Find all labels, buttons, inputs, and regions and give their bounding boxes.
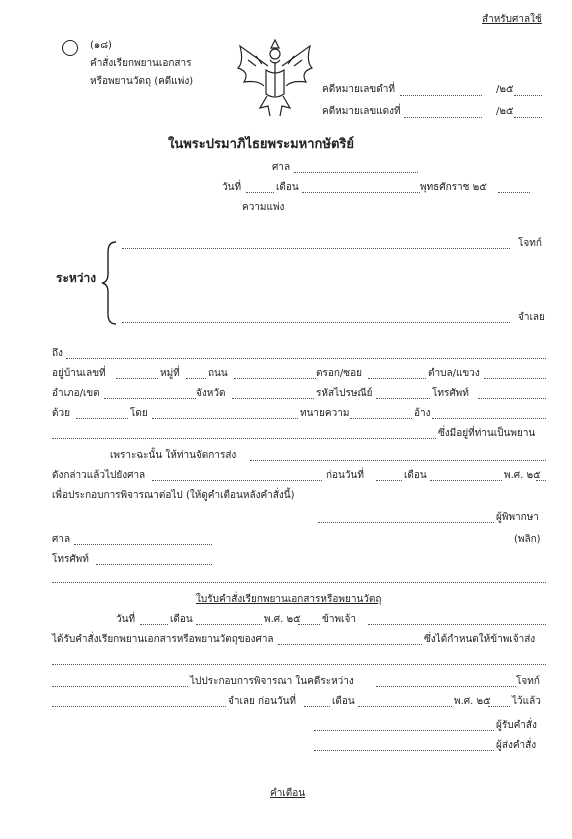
by-line[interactable] bbox=[152, 418, 298, 419]
plaintiff-line[interactable] bbox=[122, 248, 510, 249]
receipt-plaintiff-line[interactable] bbox=[376, 686, 516, 687]
receipt-month-line[interactable] bbox=[196, 624, 262, 625]
before-day-line[interactable] bbox=[376, 480, 402, 481]
phone-line[interactable] bbox=[478, 398, 546, 399]
judge-line[interactable] bbox=[318, 522, 494, 523]
form-number: (๑๘) bbox=[90, 40, 112, 51]
receipt-defendant-line[interactable] bbox=[52, 706, 226, 707]
receipt-day-line[interactable] bbox=[140, 624, 168, 625]
sender-line[interactable] bbox=[314, 750, 494, 751]
month-line[interactable] bbox=[430, 480, 502, 481]
province-line[interactable] bbox=[232, 398, 314, 399]
select-circle[interactable] bbox=[62, 40, 78, 56]
receipt-court-line[interactable] bbox=[278, 644, 422, 645]
receipt-items-line[interactable] bbox=[52, 664, 546, 665]
holder-line[interactable] bbox=[52, 438, 436, 439]
court2-line[interactable] bbox=[74, 544, 212, 545]
royal-title: ในพระปรมาภิไธยพระมหากษัตริย์ bbox=[168, 137, 354, 152]
defendant-line[interactable] bbox=[122, 322, 510, 323]
court-label: ศาล bbox=[272, 162, 291, 173]
road-line[interactable] bbox=[234, 378, 316, 379]
between-label: ระหว่าง bbox=[56, 271, 97, 285]
receiver-line[interactable] bbox=[314, 730, 494, 731]
warning-heading: คำเตือน bbox=[270, 788, 306, 799]
form-title-line2: หรือพยานวัตถุ (คดีแพ่ง) bbox=[90, 76, 194, 87]
send-items-line[interactable] bbox=[250, 460, 546, 461]
receipt-items-line2[interactable] bbox=[52, 686, 188, 687]
black-case-label: คดีหมายเลขดำที่ bbox=[322, 84, 395, 95]
receipt-year-line[interactable] bbox=[298, 624, 320, 625]
garuda-emblem-icon bbox=[234, 36, 316, 120]
amphoe-line[interactable] bbox=[104, 398, 196, 399]
postal-line[interactable] bbox=[376, 398, 430, 399]
to-line[interactable] bbox=[66, 358, 546, 359]
phone2-line[interactable] bbox=[96, 564, 212, 565]
court-use-label: สำหรับศาลใช้ bbox=[482, 14, 542, 25]
turn-page-label: (พลิก) bbox=[514, 534, 541, 545]
year-line[interactable] bbox=[536, 480, 546, 481]
by-via-line[interactable] bbox=[76, 418, 128, 419]
receipt-before-month-line[interactable] bbox=[358, 706, 452, 707]
house-no-line[interactable] bbox=[116, 378, 158, 379]
lawyer-line[interactable] bbox=[350, 418, 412, 419]
brace-icon bbox=[100, 240, 118, 326]
case-type: ความแพ่ง bbox=[242, 202, 285, 213]
claim-line[interactable] bbox=[432, 418, 546, 419]
receipt-name-line[interactable] bbox=[368, 624, 546, 625]
moo-line[interactable] bbox=[186, 378, 206, 379]
red-case-label: คดีหมายเลขแดงที่ bbox=[322, 106, 401, 117]
tambon-line[interactable] bbox=[484, 378, 546, 379]
receipt-before-day-line[interactable] bbox=[304, 706, 330, 707]
soi-line[interactable] bbox=[368, 378, 426, 379]
receipt-before-year-line[interactable] bbox=[488, 706, 510, 707]
send-court-line[interactable] bbox=[152, 480, 322, 481]
form-title-line1: คำสั่งเรียกพยานเอกสาร bbox=[90, 58, 192, 69]
receipt-title: ใบรับคำสั่งเรียกพยานเอกสารหรือพยานวัตถุ bbox=[196, 594, 382, 605]
